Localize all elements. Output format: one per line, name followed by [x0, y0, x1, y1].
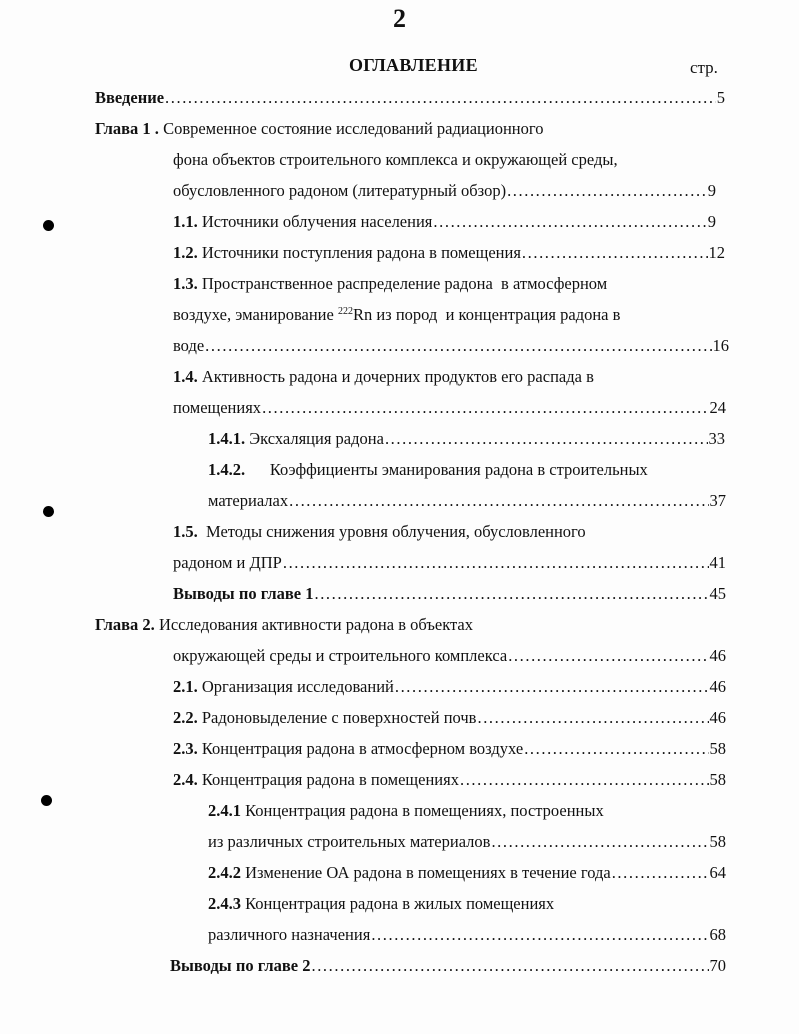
- toc-entry-label: фона объектов строительного комплекса и окружающей среды,: [173, 150, 618, 169]
- toc-entry: [173, 396, 726, 418]
- page-column-label: стр.: [690, 58, 718, 77]
- toc-entry: [173, 303, 620, 325]
- toc-entry-label: материалах: [208, 491, 289, 510]
- toc-entry-number: Выводы по главе 1: [173, 584, 314, 603]
- toc-entry-label: радоном и ДПР: [173, 553, 282, 572]
- toc-entry: [208, 830, 726, 852]
- toc-entry-number: 1.3.: [173, 274, 198, 293]
- dot-leader: [477, 708, 708, 728]
- toc-entry: [95, 86, 725, 108]
- toc-entry: [173, 582, 726, 604]
- toc-entry-label: 1.5. Методы снижения уровня облучения, обусловленного: [173, 522, 586, 541]
- toc-page-number: 9: [707, 181, 716, 200]
- toc-page-number: 37: [709, 491, 726, 510]
- toc-entry-label: Глава 2. Исследования активности радона в объектах: [95, 615, 473, 634]
- toc-entry-label: 2.3. Концентрация радона в атмосферном воздухе: [173, 739, 524, 758]
- toc-entry-label: [170, 956, 310, 976]
- toc-page-number: 9: [707, 212, 716, 231]
- margin-bullet-mark: [43, 506, 54, 517]
- dot-leader: [165, 88, 716, 108]
- toc-entry-label: [95, 88, 164, 108]
- dot-leader: [433, 212, 706, 232]
- toc-entry: [173, 520, 586, 542]
- toc-entry: [173, 365, 594, 387]
- toc-entry-number: 2.3.: [173, 739, 198, 758]
- toc-entry-label: 2.4. Концентрация радона в помещениях: [173, 770, 459, 789]
- toc-entry: [173, 644, 726, 666]
- toc-entry: [173, 334, 729, 356]
- toc-page-number: 58: [709, 770, 726, 789]
- toc-entry: [208, 427, 725, 449]
- toc-entry: [173, 241, 725, 263]
- toc-entry-label: 1.4.1. Эксхаляция радона: [208, 429, 384, 448]
- toc-entry-number: 1.1.: [173, 212, 198, 231]
- dot-leader: [522, 243, 708, 263]
- toc-page-number: 41: [709, 553, 726, 572]
- toc-page-number: 58: [709, 739, 726, 758]
- toc-entry-label: 1.2. Источники поступления радона в помещения: [173, 243, 521, 262]
- toc-entry: [173, 272, 607, 294]
- toc-entry-number: 2.1.: [173, 677, 198, 696]
- dot-leader: [371, 925, 708, 945]
- toc-entry: [208, 458, 648, 480]
- toc-entry: [173, 210, 716, 232]
- toc-entry: [208, 892, 554, 914]
- toc-entry-number: Введение: [95, 88, 165, 107]
- toc-entry: [173, 179, 716, 201]
- toc-page-number: 5: [716, 88, 725, 107]
- toc-entry-number: 1.5.: [173, 522, 198, 541]
- dot-leader: [395, 677, 709, 697]
- toc-entry-number: 1.4.2.: [208, 460, 246, 479]
- dot-leader: [311, 956, 708, 976]
- toc-page-number: 64: [709, 863, 726, 882]
- toc-entry-label: различного назначения: [208, 925, 371, 944]
- toc-entry: [170, 954, 726, 976]
- toc-page-number: 12: [708, 243, 725, 262]
- toc-entry: [95, 613, 473, 635]
- toc-page-number: 46: [709, 677, 726, 696]
- dot-leader: [612, 863, 709, 883]
- toc-entry-label: 2.4.2 Изменение ОА радона в помещениях в течение года: [208, 863, 611, 882]
- toc-entry-label: 1.4. Активность радона и дочерних продуктов его распада в: [173, 367, 594, 386]
- dot-leader: [262, 398, 708, 418]
- toc-entry-number: Глава 1 .: [95, 119, 159, 138]
- toc-page-number: 46: [709, 708, 726, 727]
- toc-entry-number: 2.4.: [173, 770, 198, 789]
- toc-entry-label: 2.2. Радоновыделение с поверхностей почв: [173, 708, 477, 727]
- toc-entry: [208, 489, 726, 511]
- toc-entry-number: 2.4.1: [208, 801, 241, 820]
- toc-entry: [208, 923, 726, 945]
- dot-leader: [314, 584, 708, 604]
- toc-entry-label: из различных строительных материалов: [208, 832, 491, 851]
- dot-leader: [289, 491, 708, 511]
- toc-entry: [173, 148, 618, 170]
- toc-entry-number: Глава 2.: [95, 615, 155, 634]
- toc-entry-number: 1.2.: [173, 243, 198, 262]
- toc-entry: [173, 706, 726, 728]
- toc-entry: [173, 737, 726, 759]
- toc-entry-label: Глава 1 . Современное состояние исследований радиационного: [95, 119, 544, 138]
- page-title: ОГЛАВЛЕНИЕ: [349, 55, 478, 75]
- toc-entry: [208, 799, 604, 821]
- toc-entry: [95, 117, 543, 139]
- dot-leader: [283, 553, 709, 573]
- toc-entry-label: обусловленного радоном (литературный обзор): [173, 181, 507, 200]
- toc-page-number: 46: [709, 646, 726, 665]
- dot-leader: [205, 336, 711, 356]
- toc-entry-label: 1.3. Пространственное распределение радона в атмосферном: [173, 274, 608, 293]
- dot-leader: [491, 832, 708, 852]
- toc-entry-number: 2.4.3: [208, 894, 241, 913]
- toc-entry-label: воздухе, эманирование $^{222}$Rn из пород и концентрация радона в: [173, 305, 621, 324]
- margin-bullet-mark: [43, 220, 54, 231]
- toc-entry-label: воде: [173, 336, 205, 355]
- toc-page-number: 16: [712, 336, 729, 355]
- toc-entry-number: 2.4.2: [208, 863, 241, 882]
- toc-entry-label: помещениях: [173, 398, 262, 417]
- toc-entry-number: 2.2.: [173, 708, 198, 727]
- dot-leader: [507, 181, 707, 201]
- toc-page-number: 45: [709, 584, 726, 603]
- isotope-superscript: 222: [337, 306, 353, 317]
- toc-entry-label: 2.4.1 Концентрация радона в помещениях, построенных: [208, 801, 604, 820]
- margin-bullet-mark: [41, 795, 52, 806]
- toc-entry: [173, 675, 726, 697]
- toc-page-number: 24: [709, 398, 726, 417]
- toc-entry-number: 1.4.1.: [208, 429, 246, 448]
- toc-page-number: 68: [709, 925, 726, 944]
- page-number: 2: [393, 4, 406, 33]
- dot-leader: [385, 429, 708, 449]
- toc-entry-label: 1.4.2. Коэффициенты эманирования радона в строительных: [208, 460, 648, 479]
- toc-entry-label: 2.1. Организация исследований: [173, 677, 394, 696]
- dot-leader: [524, 739, 708, 759]
- toc-page-number: 70: [709, 956, 726, 975]
- toc-entry: [173, 551, 726, 573]
- toc-entry: [173, 768, 726, 790]
- dot-leader: [460, 770, 709, 790]
- toc-entry-number: Выводы по главе 2: [170, 956, 311, 975]
- toc-entry: [208, 861, 726, 883]
- toc-entry-label: окружающей среды и строительного комплекса: [173, 646, 508, 665]
- toc-entry-label: 2.4.3 Концентрация радона в жилых помещениях: [208, 894, 555, 913]
- dot-leader: [508, 646, 708, 666]
- toc-page-number: 58: [709, 832, 726, 851]
- toc-page-number: 33: [708, 429, 725, 448]
- toc-entry-label: 1.1. Источники облучения населения: [173, 212, 433, 231]
- toc-entry-number: 1.4.: [173, 367, 198, 386]
- toc-entry-label: [173, 584, 313, 604]
